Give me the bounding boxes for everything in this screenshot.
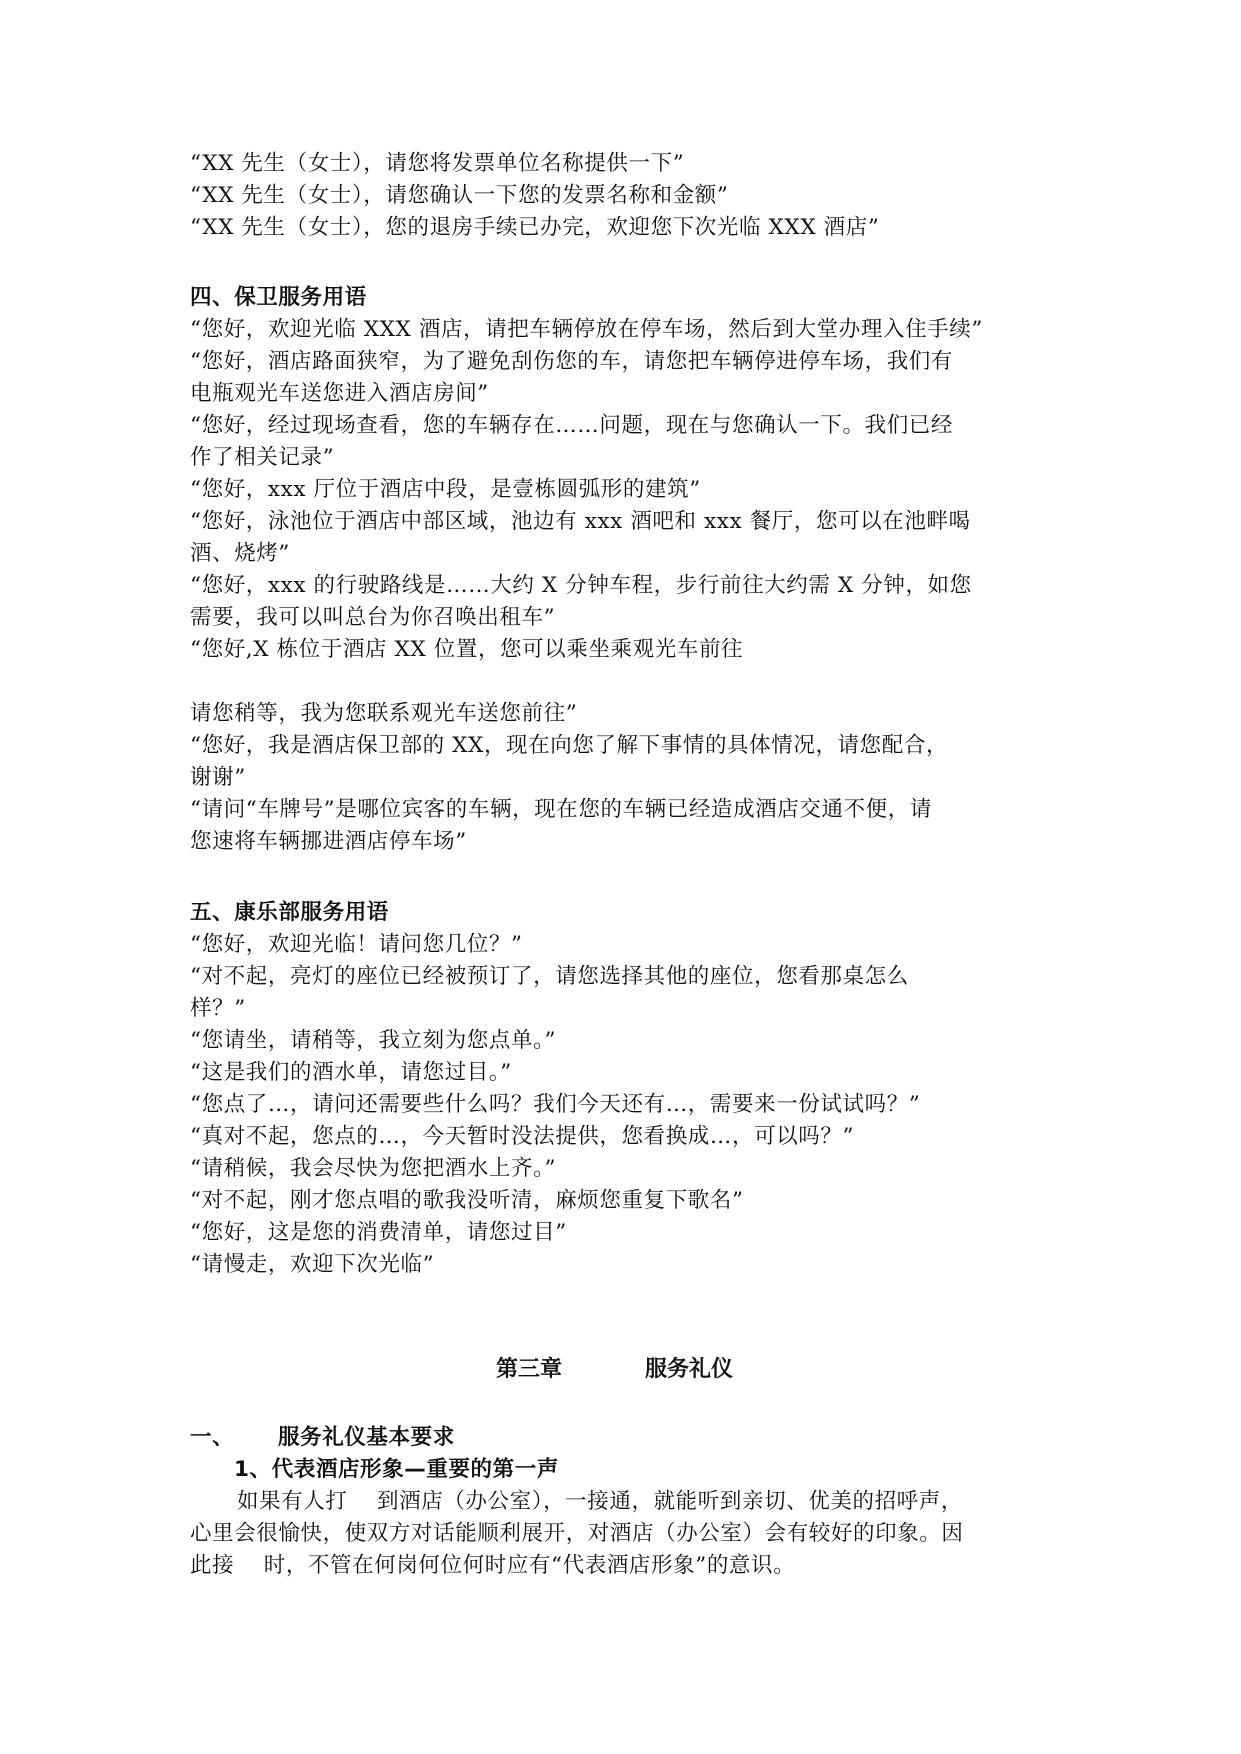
phrase-line: 您速将车辆挪进酒店停车场” [190,829,467,854]
paragraph-line: 心里会很愉快，使双方对话能顺利展开，对酒店（办公室）会有较好的印象。因 [190,1521,964,1546]
paragraph-line: 如果有人打 到酒店（办公室），一接通，就能听到亲切、优美的招呼声， [237,1489,963,1514]
phrase-line: “您好，xxx 的行驶路线是……大约 X 分钟车程，步行前往大约需 X 分钟，如您 [190,573,972,598]
phrase-line: “您好，经过现场查看，您的车辆存在……问题，现在与您确认一下。我们已经 [190,413,953,438]
phrase-line: “XX 先生（女士），您的退房手续已办完，欢迎您下次光临 XXX 酒店” [190,215,880,240]
phrase-line: “您好,X 栋位于酒店 XX 位置，您可以乘坐乘观光车前往 [190,637,744,662]
section-etiquette-requirements [190,1422,1060,1582]
section-security-phrases [190,282,1060,666]
subsection-heading: 1、代表酒店形象—重要的第一声 [234,1457,559,1482]
phrase-line: “您点了…，请问还需要些什么吗？我们今天还有…，需要来一份试试吗？” [190,1092,921,1117]
phrase-line: “您请坐，请稍等，我立刻为您点单。” [190,1028,557,1053]
phrase-line: 酒、烧烤” [190,541,290,566]
section-heading [190,1422,1060,1454]
chapter-title [0,1352,1241,1388]
phrase-line: 样？” [190,996,246,1021]
section-heading: 四、保卫服务用语 [190,285,367,310]
section-number: 一、 [190,1425,235,1450]
phrase-line: “XX 先生（女士），请您确认一下您的发票名称和金额” [190,183,729,208]
phrase-line: “XX 先生（女士），请您将发票单位名称提供一下” [190,151,685,176]
chapter-number: 第三章 [496,1357,563,1382]
section-title: 服务礼仪基本要求 [278,1425,455,1450]
phrase-line: “您好，这是您的消费清单，请您过目” [190,1220,567,1245]
phrase-line: “您好，欢迎光临 XXX 酒店，请把车辆停放在停车场，然后到大堂办理入住手续” [190,317,983,342]
phrase-line: 电瓶观光车送您进入酒店房间” [190,381,489,406]
phrase-line: “请问“车牌号”是哪位宾客的车辆，现在您的车辆已经造成酒店交通不便，请 [190,797,932,822]
section-recreation-phrases [190,897,1060,1281]
phrase-line: “您好，我是酒店保卫部的 XX，现在向您了解下事情的具体情况，请您配合， [190,733,949,758]
phrase-line: “真对不起，您点的…，今天暂时没法提供，您看换成…，可以吗？” [190,1124,855,1149]
phrase-line: 谢谢” [190,765,246,790]
phrase-line: 需要，我可以叫总台为你召唤出租车” [190,605,556,630]
phrase-line: “对不起，亮灯的座位已经被预订了，请您选择其他的座位，您看那桌怎么 [190,964,909,989]
phrase-line: “请稍候，我会尽快为您把酒水上齐。” [190,1156,557,1181]
chapter-name: 服务礼仪 [645,1357,734,1382]
phrase-line: “请慢走，欢迎下次光临” [190,1252,435,1277]
phrase-line: 作了相关记录” [190,445,335,470]
section-security-phrases-continued [190,698,1060,858]
phrase-line: “您好，欢迎光临！请问您几位？” [190,932,523,957]
phrase-line: “对不起，刚才您点唱的歌我没听清，麻烦您重复下歌名” [190,1188,744,1213]
paragraph-line: 此接 时，不管在何岗何位何时应有“代表酒店形象”的意识。 [190,1553,796,1578]
phrase-line: “这是我们的酒水单，请您过目。” [190,1060,512,1085]
phrase-line: “您好，xxx 厅位于酒店中段，是壹栋圆弧形的建筑” [190,477,701,502]
phrase-line: “您好，酒店路面狭窄，为了避免刮伤您的车，请您把车辆停进停车场，我们有 [190,349,953,374]
phrase-line: 请您稍等，我为您联系观光车送您前往” [190,701,578,726]
section-heading: 五、康乐部服务用语 [190,900,389,925]
phrase-line: “您好，泳池位于酒店中部区域，池边有 xxx 酒吧和 xxx 餐厅，您可以在池畔喝 [190,509,971,534]
checkout-phrases [190,148,1060,244]
